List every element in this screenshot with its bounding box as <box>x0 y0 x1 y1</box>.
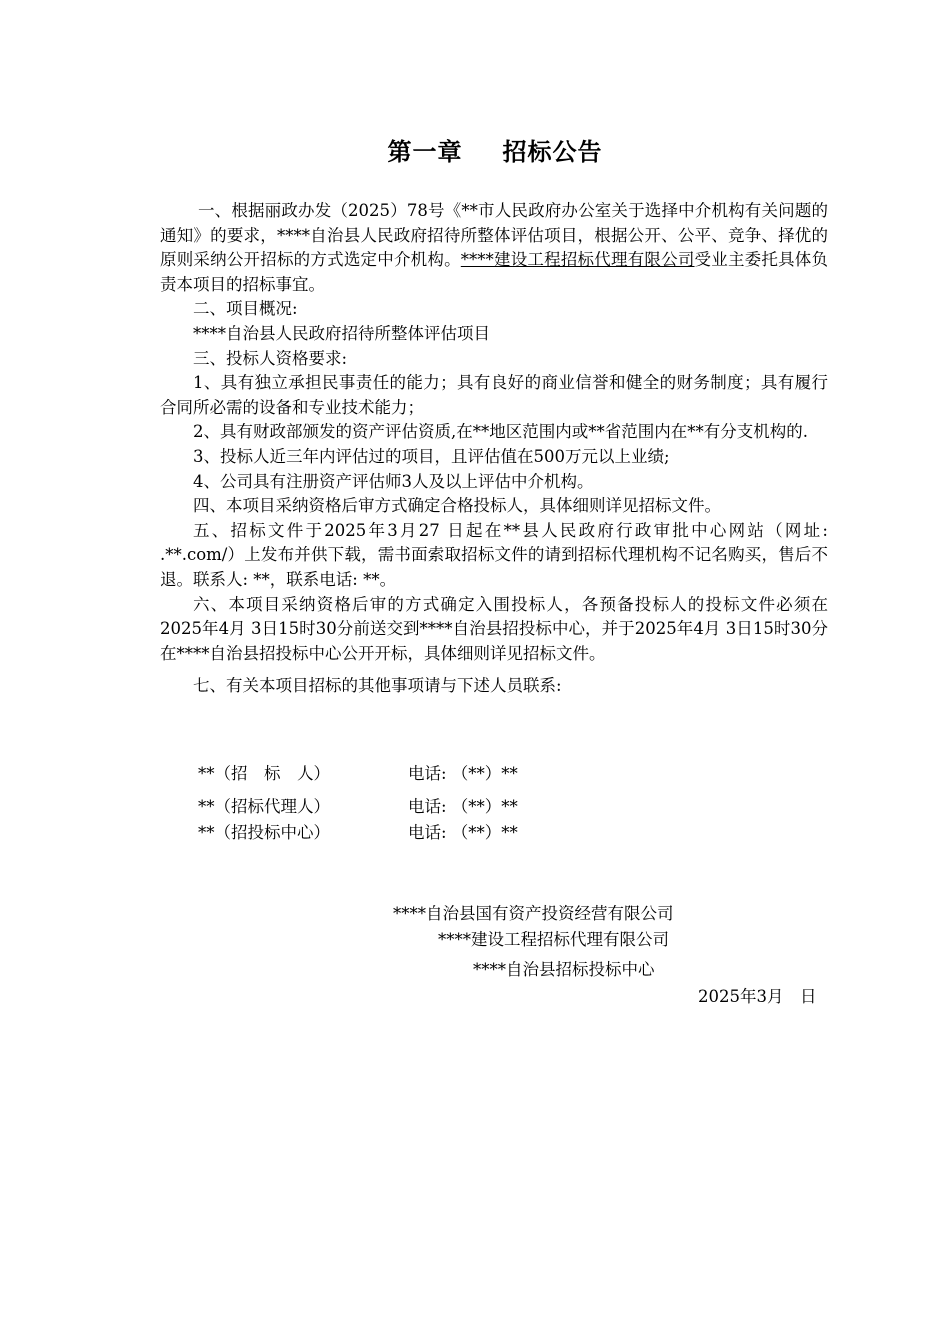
signature-org-3: ****自治县招标投标中心 <box>473 960 655 979</box>
qualification-item-1: 1、具有独立承担民事责任的能力；具有良好的商业信誉和健全的财务制度；具有履行合同所必需的设备和专业技术能力； <box>160 373 828 417</box>
chapter-name: 招标公告 <box>502 137 603 166</box>
contact-phone: 电话: （**）** <box>408 797 518 816</box>
signature-date: 2025年3月 日 <box>698 987 817 1006</box>
contact-role: **（招标代理人） <box>198 797 330 816</box>
intro-paragraph: 一、根据丽政办发（2025）78号《**市人民政府办公室关于选择中介机构有关问题的通知》的要求，****自治县人民政府招待所整体评估项目，根据公开、公平、竞争、择优的原则采纳公开招标的方式选定中介机构。****建设工程招标代理有限公司受业主委托具体负责本项目的招标事宜。 <box>160 201 829 294</box>
contact-list <box>198 760 798 845</box>
agency-name-underlined: ****建设工程招标代理有限公司 <box>460 250 695 270</box>
qualification-item-3: 3、投标人近三年内评估过的项目，且评估值在500万元以上业绩; <box>193 446 670 466</box>
contact-row <box>198 819 798 845</box>
contact-role: **（招投标中心） <box>198 823 330 842</box>
contact-row <box>198 760 798 793</box>
overview-text: ****自治县人民政府招待所整体评估项目 <box>193 323 490 343</box>
document-download-paragraph: 五、招标文件于2025年3月27 日起在**县人民政府行政审批中心网站（网址: .**.com/）上发布并供下载，需书面索取招标文件的请到招标代理机构不记名购买，售后不退。联系人: **，联系电话: **。 <box>160 520 828 589</box>
chapter-label: 第一章 <box>387 137 463 166</box>
qualification-heading: 三、投标人资格要求: <box>193 348 348 368</box>
contact-role: **（招 标 人） <box>198 764 330 783</box>
overview-heading: 二、项目概况: <box>193 299 298 319</box>
qualification-item-2: 2、具有财政部颁发的资产评估资质,在**地区范围内或**省范围内在**有分支机构的. <box>193 422 808 442</box>
submission-deadline-paragraph: 六、本项目采纳资格后审的方式确定入围投标人，各预备投标人的投标文件必须在2025年4月 3日15时30分前送交到****自治县招投标中心，并于2025年4月 3日15时30分在****自治县招投标中心公开开标，具体细则详见招标文件。 <box>160 594 828 663</box>
signature-org-1: ****自治县国有资产投资经营有限公司 <box>393 904 674 923</box>
signature-org-2: ****建设工程招标代理有限公司 <box>438 930 669 949</box>
contact-phone: 电话: （**）** <box>408 823 518 842</box>
contact-row <box>198 793 798 819</box>
contact-heading: 七、有关本项目招标的其他事项请与下述人员联系: <box>193 676 562 696</box>
contact-phone: 电话: （**）** <box>408 764 518 783</box>
qualification-item-4: 4、公司具有注册资产评估师3人及以上评估中介机构。 <box>193 471 594 491</box>
announcement-body <box>160 199 828 699</box>
page-title <box>0 132 950 167</box>
review-method-paragraph: 四、本项目采纳资格后审方式确定合格投标人，具体细则详见招标文件。 <box>193 496 721 516</box>
